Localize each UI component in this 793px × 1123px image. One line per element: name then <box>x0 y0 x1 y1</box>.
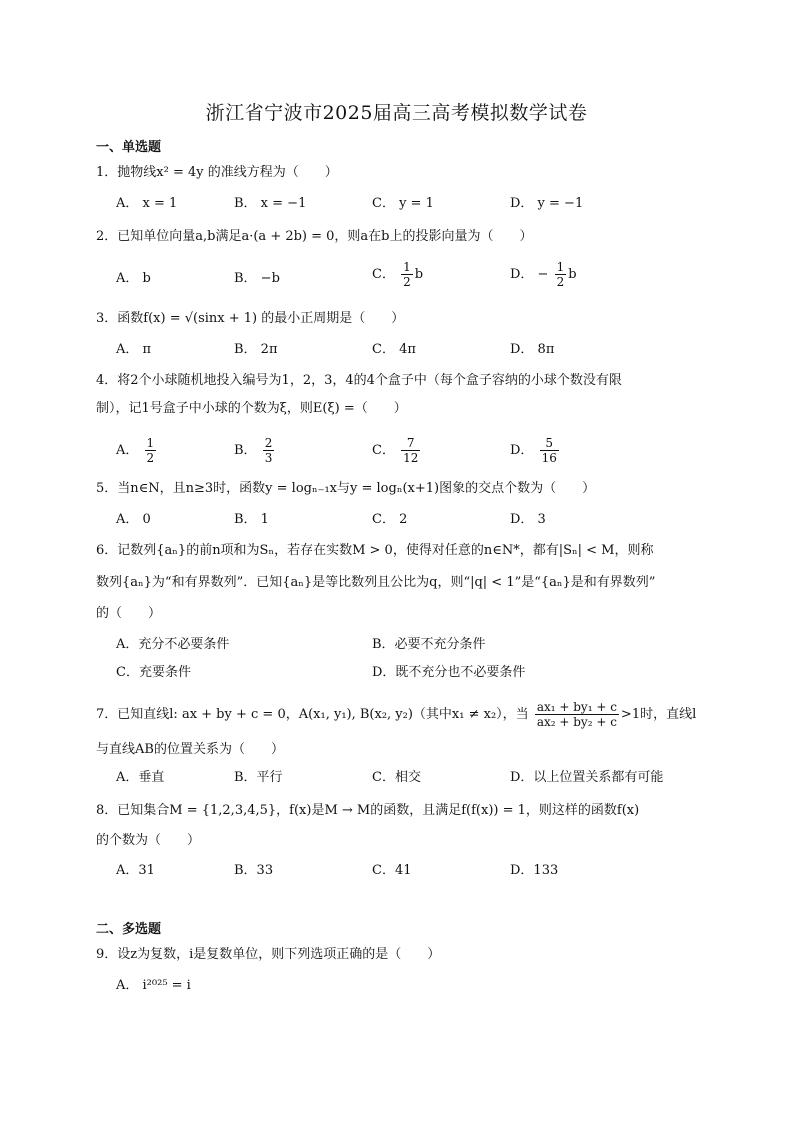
question-6-stem-line2: 数列{aₙ}为“和有界数列”．已知{aₙ}是等比数列且公比为q，则“|q| < 1”是“{aₙ}是和有界数列” <box>96 575 656 590</box>
q4-b-fraction: $\frac{2}{3}$ <box>264 436 273 465</box>
q3-option-c: C． 4π <box>372 342 416 357</box>
q9-option-a: A． i²⁰²⁵ = i <box>116 978 191 993</box>
question-7-stem-line2: 与直线AB的位置关系为（ ） <box>96 742 284 757</box>
q2-option-a: A． b <box>116 271 151 286</box>
q2-d-fraction: $\frac{1}{2}$ <box>556 260 565 289</box>
q8-option-c: C．41 <box>372 863 412 878</box>
q7-option-c: C．相交 <box>372 770 421 785</box>
section-single-choice: 一、单选题 <box>96 140 162 155</box>
q4-option-d: D． $\frac{5}{16}$ <box>510 436 557 465</box>
q4-option-b: B． $\frac{2}{3}$ <box>234 436 273 465</box>
q2-option-d: D． − $\frac{1}{2}$ b <box>510 260 577 289</box>
q7-option-d: D．以上位置关系都有可能 <box>510 770 664 785</box>
question-2-stem: 2．已知单位向量a,b满足a·(a + 2b) = 0，则a在b上的投影向量为（ ） <box>96 229 533 244</box>
q5-option-c: C． 2 <box>372 512 408 527</box>
q1-option-d: D． y = −1 <box>510 196 584 211</box>
q6-option-a: A．充分不必要条件 <box>116 637 230 652</box>
q5-option-a: A． 0 <box>116 512 151 527</box>
section-multiple-choice: 二、多选题 <box>96 922 162 937</box>
q1-option-c: C． y = 1 <box>372 196 434 211</box>
q6-option-d: D．既不充分也不必要条件 <box>372 665 526 680</box>
q2-c-fraction: $\frac{1}{2}$ <box>403 260 411 289</box>
q8-option-a: A．31 <box>116 863 155 878</box>
q1-option-b: B． x = −1 <box>234 196 307 211</box>
q4-option-c: C． $\frac{7}{12}$ <box>372 436 419 465</box>
question-8-stem-line2: 的个数为（ ） <box>96 833 201 848</box>
q4-a-fraction: $\frac{1}{2}$ <box>146 436 155 465</box>
q7-option-b: B．平行 <box>234 770 283 785</box>
q7-option-a: A．垂直 <box>116 770 165 785</box>
exam-title: 浙江省宁波市2025届高三高考模拟数学试卷 <box>205 102 588 124</box>
q6-option-b: B．必要不充分条件 <box>372 637 486 652</box>
question-1-stem: 1．抛物线x² = 4y 的准线方程为（ ） <box>96 165 338 180</box>
question-9-stem: 9．设z为复数，i是复数单位，则下列选项正确的是（ ） <box>96 947 441 962</box>
q7-condition-fraction: $\frac{\text{ax₁ + by₁ + c}}{\text{ax₂ + by₂ + c}}$ <box>536 700 617 729</box>
question-4-stem-line2: 制），记1号盒子中小球的个数为ξ，则E(ξ) =（ ） <box>96 401 407 416</box>
question-8-stem-line1: 8．已知集合M = {1,2,3,4,5}，f(x)是M → M的函数，且满足f(f(x)) = 1，则这样的函数f(x) <box>96 803 640 818</box>
q8-option-b: B．33 <box>234 863 274 878</box>
q5-option-d: D． 3 <box>510 512 546 527</box>
question-7-stem-line1: 7．已知直线l: ax + by + c = 0，A(x₁, y₁), B(x₂, y₂)（其中x₁ ≠ x₂），当 $\frac{\text{ax₁ + by₁ + c}}{\text{ax₂ + by₂ + c}}$ >1时，直线l <box>96 700 697 729</box>
question-3-stem: 3．函数f(x) = √(sinx + 1) 的最小正周期是（ ） <box>96 311 405 326</box>
q3-option-d: D． 8π <box>510 342 555 357</box>
q2-option-c: C． $\frac{1}{2}$ b <box>372 260 424 289</box>
q4-d-fraction: $\frac{5}{16}$ <box>541 436 557 465</box>
question-6-stem-line3: 的（ ） <box>96 606 162 621</box>
question-4-stem-line1: 4．将2个小球随机地投入编号为1，2，3，4的4个盒子中（每个盒子容纳的小球个数没有限 <box>96 373 622 388</box>
question-6-stem-line1: 6．记数列{aₙ}的前n项和为Sₙ，若存在实数M > 0，使得对任意的n∈N*，都有|Sₙ| < M，则称 <box>96 543 654 558</box>
q3-option-a: A． π <box>116 342 152 357</box>
q5-option-b: B． 1 <box>234 512 269 527</box>
q8-option-d: D．133 <box>510 863 559 878</box>
q1-option-a: A． x = 1 <box>116 196 178 211</box>
q6-option-c: C．充要条件 <box>116 665 191 680</box>
question-5-stem: 5．当n∈N，且n≥3时，函数y = logₙ₋₁x与y = logₙ(x+1)图象的交点个数为（ ） <box>96 481 596 496</box>
q4-option-a: A． $\frac{1}{2}$ <box>116 436 155 465</box>
q3-option-b: B． 2π <box>234 342 278 357</box>
q2-option-b: B． −b <box>234 271 280 286</box>
q4-c-fraction: $\frac{7}{12}$ <box>403 436 419 465</box>
